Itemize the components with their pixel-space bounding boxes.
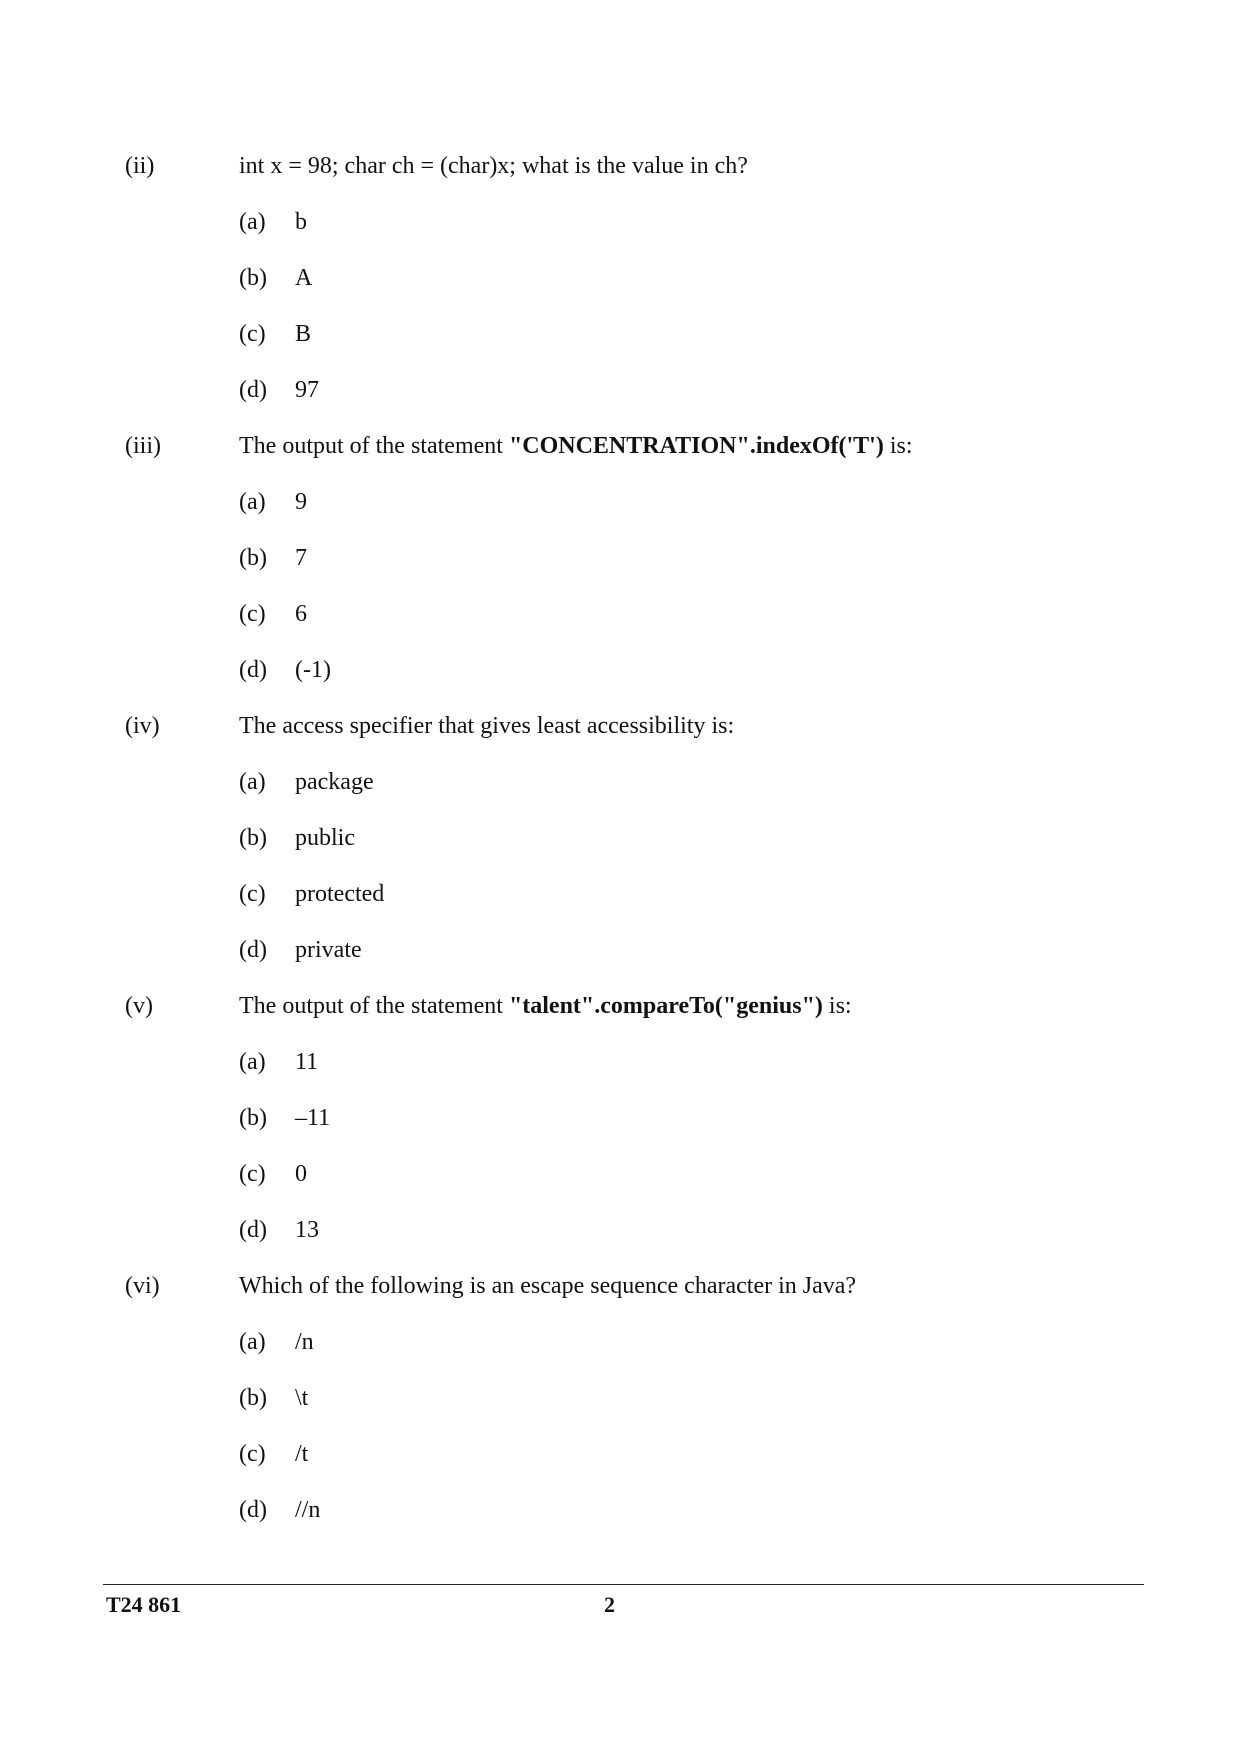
question-stem [0, 138, 1241, 194]
option-value: package [295, 769, 374, 795]
option-value: 0 [295, 1161, 307, 1187]
option-value: 97 [295, 377, 319, 403]
option-value: –11 [295, 1105, 331, 1131]
option-label: (d) [239, 657, 267, 683]
question-text-plain: int x = 98; char ch = (char)x; what is the value in ch? [239, 153, 748, 179]
option-value: 13 [295, 1217, 319, 1243]
option-value: \t [295, 1385, 309, 1411]
option-label: (b) [239, 1385, 267, 1411]
question-text-plain: The access specifier that gives least accessibility is: [239, 713, 735, 739]
option-label: (b) [239, 545, 267, 571]
option-label: (a) [239, 1049, 266, 1075]
question-iii [0, 418, 1241, 698]
footer-divider [103, 1584, 1144, 1585]
option-c [0, 1146, 1241, 1202]
option-a [0, 754, 1241, 810]
option-d [0, 922, 1241, 978]
option-label: (d) [239, 1497, 267, 1523]
option-d [0, 362, 1241, 418]
option-c [0, 866, 1241, 922]
option-value: public [295, 825, 355, 851]
page-number: 2 [604, 1592, 615, 1617]
option-value: /n [295, 1329, 314, 1355]
option-label: (d) [239, 377, 267, 403]
question-stem [0, 418, 1241, 474]
option-b [0, 810, 1241, 866]
option-label: (d) [239, 1217, 267, 1243]
question-number: (iii) [125, 433, 161, 459]
option-label: (d) [239, 937, 267, 963]
option-b [0, 250, 1241, 306]
option-value: protected [295, 881, 385, 907]
option-value: B [295, 321, 312, 347]
option-c [0, 306, 1241, 362]
question-text-suffix: is: [822, 993, 852, 1019]
question-v [0, 978, 1241, 1258]
option-b [0, 530, 1241, 586]
option-label: (a) [239, 209, 266, 235]
option-label: (b) [239, 265, 267, 291]
option-label: (a) [239, 1329, 266, 1355]
option-label: (b) [239, 1105, 267, 1131]
question-number: (ii) [125, 153, 155, 179]
option-label: (c) [239, 1441, 266, 1467]
option-value: b [295, 209, 307, 235]
question-number: (iv) [125, 713, 160, 739]
option-d [0, 1482, 1241, 1538]
question-ii [0, 138, 1241, 418]
option-a [0, 194, 1241, 250]
question-number: (v) [125, 993, 153, 1019]
option-value: 7 [295, 545, 307, 571]
option-a [0, 474, 1241, 530]
option-value: 11 [295, 1049, 319, 1075]
paper-code: T24 861 [106, 1592, 182, 1617]
question-text [239, 138, 748, 194]
option-a [0, 1314, 1241, 1370]
option-label: (c) [239, 601, 266, 627]
option-value: 6 [295, 601, 307, 627]
option-b [0, 1370, 1241, 1426]
option-label: (c) [239, 1161, 266, 1187]
option-label: (b) [239, 825, 267, 851]
option-label: (c) [239, 881, 266, 907]
question-text [239, 698, 734, 754]
option-a [0, 1034, 1241, 1090]
option-label: (a) [239, 769, 266, 795]
question-number: (vi) [125, 1273, 160, 1299]
option-label: (a) [239, 489, 266, 515]
option-b [0, 1090, 1241, 1146]
question-vi [0, 1258, 1241, 1538]
option-value: (-1) [295, 657, 331, 683]
question-text-plain: The output of the statement [239, 433, 509, 459]
option-label: (c) [239, 321, 266, 347]
question-iv [0, 698, 1241, 978]
option-c [0, 586, 1241, 642]
question-stem [0, 1258, 1241, 1314]
option-c [0, 1426, 1241, 1482]
question-text-plain: Which of the following is an escape sequence character in Java? [239, 1273, 857, 1299]
option-d [0, 642, 1241, 698]
question-text [239, 418, 913, 474]
question-code: "talent".compareTo("genius") [508, 993, 823, 1019]
option-value: private [295, 937, 362, 963]
question-stem [0, 698, 1241, 754]
option-value: 9 [295, 489, 307, 515]
question-code: "CONCENTRATION".indexOf('T') [508, 433, 884, 459]
option-value: //n [295, 1497, 321, 1523]
option-value: A [295, 265, 313, 291]
question-stem [0, 978, 1241, 1034]
option-value: /t [295, 1441, 309, 1467]
question-text [239, 1258, 856, 1314]
question-text-plain: The output of the statement [239, 993, 509, 1019]
option-d [0, 1202, 1241, 1258]
question-text-suffix: is: [883, 433, 913, 459]
question-text [239, 978, 852, 1034]
